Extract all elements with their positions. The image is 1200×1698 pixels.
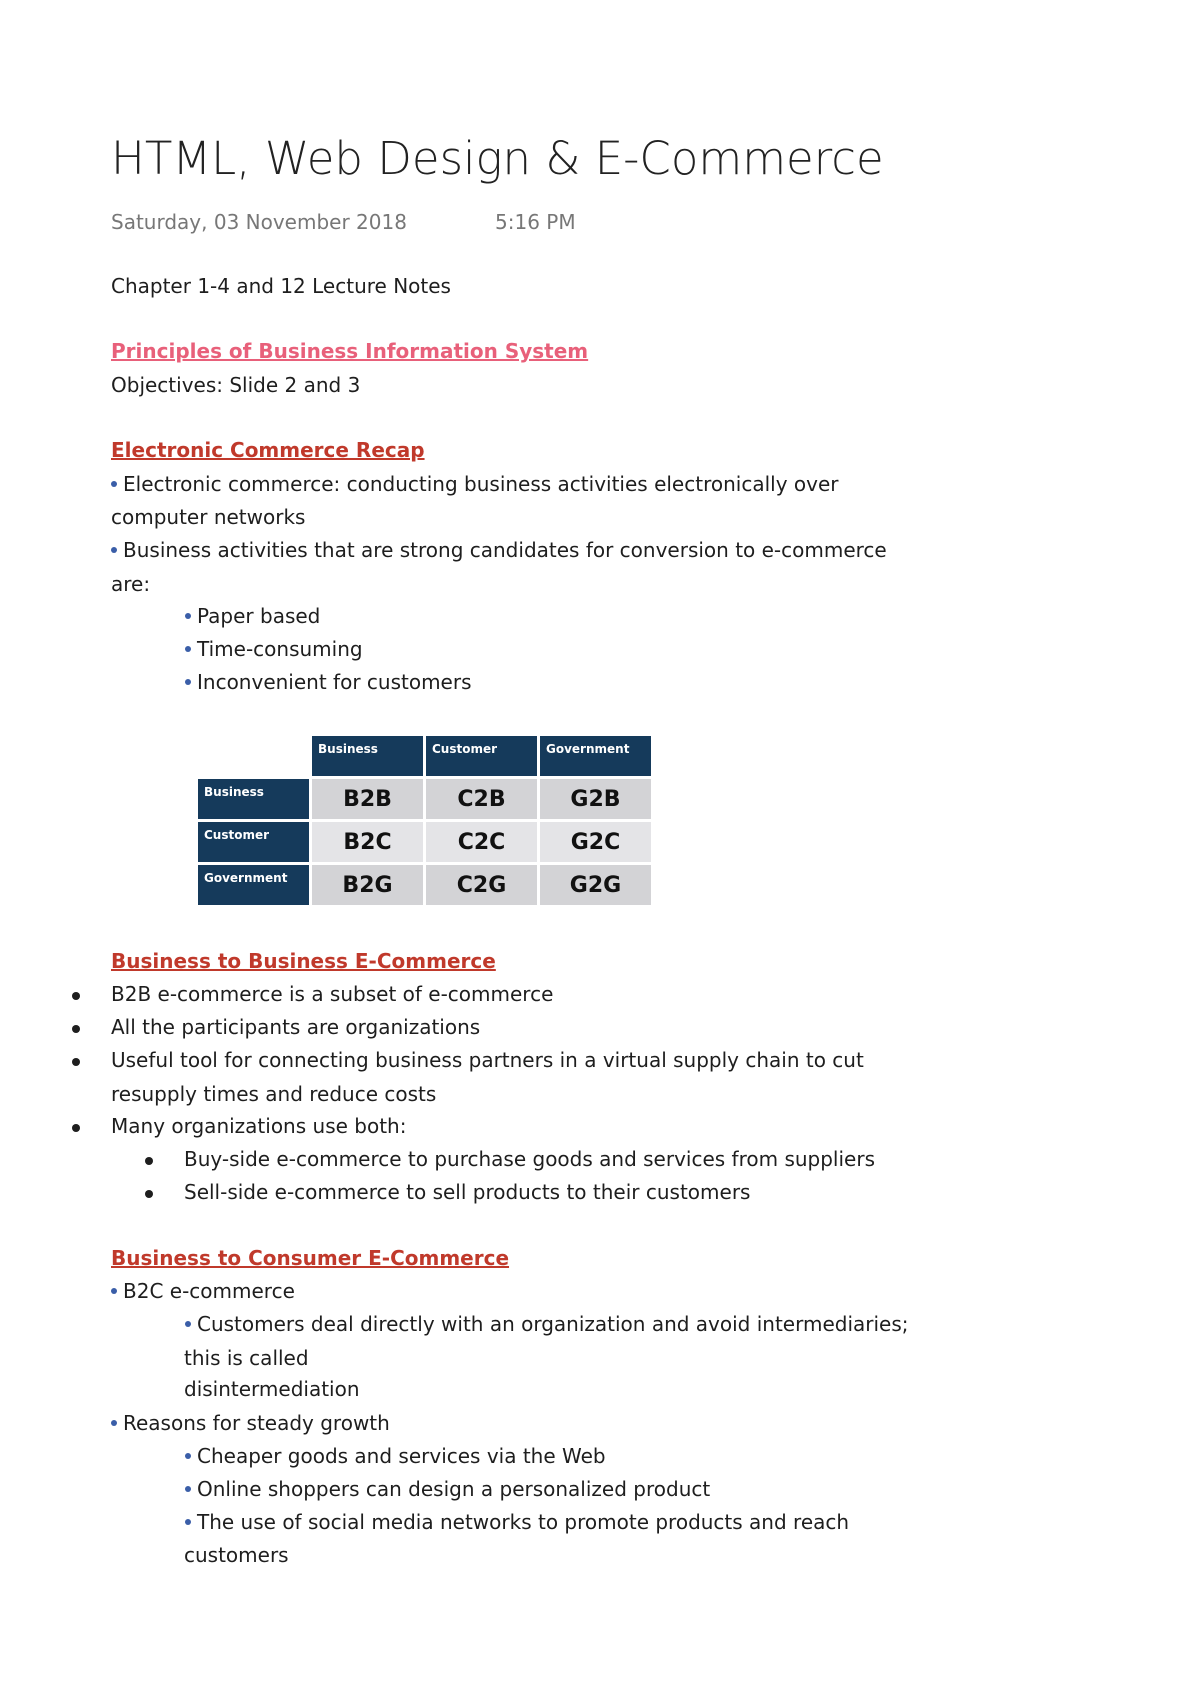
bullet-dot bbox=[111, 547, 117, 553]
recap-sub-item bbox=[185, 604, 320, 628]
matrix-cell: C2G bbox=[426, 865, 537, 905]
bullet-dot bbox=[185, 1519, 191, 1525]
bullet-dot bbox=[185, 679, 191, 685]
recap-bullet-1 bbox=[111, 472, 839, 496]
b2c-sub-2 bbox=[185, 1444, 606, 1468]
heading-b2c: Business to Consumer E-Commerce bbox=[111, 1246, 510, 1270]
b2c-sub-3-text: Online shoppers can design a personalized product bbox=[197, 1477, 711, 1501]
bullet-dot bbox=[111, 1420, 117, 1426]
b2c-sub-4-cont: customers bbox=[184, 1543, 289, 1567]
matrix-cell: B2C bbox=[312, 822, 423, 862]
matrix-col-header: Business bbox=[312, 736, 423, 776]
recap-sub-item-text: Time-consuming bbox=[197, 637, 363, 661]
b2c-bullet-1 bbox=[111, 1279, 295, 1303]
bullet-dot bbox=[72, 1124, 80, 1132]
matrix-cell: B2G bbox=[312, 865, 423, 905]
recap-sub-item bbox=[185, 670, 472, 694]
matrix-col-header: Government bbox=[540, 736, 651, 776]
bullet-dot bbox=[185, 613, 191, 619]
page-time: 5:16 PM bbox=[495, 210, 576, 234]
bullet-dot bbox=[72, 1058, 80, 1066]
b2b-bullet-2: All the participants are organizations bbox=[111, 1015, 481, 1039]
page-title: HTML, Web Design & E-Commerce bbox=[111, 132, 884, 185]
matrix-cell: B2B bbox=[312, 779, 423, 819]
recap-bullet-2 bbox=[111, 538, 887, 562]
bullet-dot bbox=[111, 481, 117, 487]
bullet-dot bbox=[185, 646, 191, 652]
b2b-bullet-4: Many organizations use both: bbox=[111, 1114, 407, 1138]
b2c-sub-1-cont: this is called bbox=[184, 1346, 309, 1370]
bullet-dot bbox=[145, 1190, 153, 1198]
b2c-bullet-1-text: B2C e-commerce bbox=[123, 1279, 295, 1303]
bullet-dot bbox=[185, 1453, 191, 1459]
b2c-sub-4 bbox=[185, 1510, 849, 1534]
matrix-cell: G2G bbox=[540, 865, 651, 905]
matrix-row-header: Government bbox=[198, 865, 309, 905]
bullet-dot bbox=[185, 1486, 191, 1492]
subtitle: Chapter 1-4 and 12 Lecture Notes bbox=[111, 274, 451, 298]
bullet-dot bbox=[185, 1321, 191, 1327]
b2c-bullet-2 bbox=[111, 1411, 390, 1435]
matrix-cell: G2C bbox=[540, 822, 651, 862]
recap-sub-item-text: Paper based bbox=[197, 604, 321, 628]
matrix-row-header: Business bbox=[198, 779, 309, 819]
heading-principles: Principles of Business Information System bbox=[111, 339, 589, 363]
recap-sub-item-text: Inconvenient for customers bbox=[197, 670, 472, 694]
b2b-bullet-1: B2B e-commerce is a subset of e-commerce bbox=[111, 982, 554, 1006]
b2c-sub-1 bbox=[185, 1312, 909, 1336]
recap-bullet-2-text: Business activities that are strong candidates for conversion to e-commerce bbox=[123, 538, 887, 562]
b2c-sub-3 bbox=[185, 1477, 710, 1501]
bullet-dot bbox=[72, 1025, 80, 1033]
matrix-col-header: Customer bbox=[426, 736, 537, 776]
ecommerce-matrix bbox=[195, 733, 654, 908]
b2c-sub-4-text: The use of social media networks to promote products and reach bbox=[197, 1510, 850, 1534]
objectives-text: Objectives: Slide 2 and 3 bbox=[111, 373, 361, 397]
b2c-sub-1-text: Customers deal directly with an organization and avoid intermediaries; bbox=[197, 1312, 909, 1336]
heading-b2b: Business to Business E-Commerce bbox=[111, 949, 496, 973]
page-date: Saturday, 03 November 2018 bbox=[111, 210, 407, 234]
b2b-bullet-3-cont: resupply times and reduce costs bbox=[111, 1082, 437, 1106]
recap-sub-item bbox=[185, 637, 363, 661]
matrix-row-header: Customer bbox=[198, 822, 309, 862]
heading-recap: Electronic Commerce Recap bbox=[111, 438, 425, 462]
b2c-bullet-2-text: Reasons for steady growth bbox=[123, 1411, 390, 1435]
b2b-sub-2: Sell-side e-commerce to sell products to their customers bbox=[184, 1180, 751, 1204]
matrix-corner bbox=[198, 736, 309, 776]
recap-bullet-2-cont: are: bbox=[111, 572, 151, 596]
b2b-sub-1: Buy-side e-commerce to purchase goods and services from suppliers bbox=[184, 1147, 875, 1171]
b2b-bullet-3: Useful tool for connecting business partners in a virtual supply chain to cut bbox=[111, 1048, 864, 1072]
bullet-dot bbox=[72, 992, 80, 1000]
matrix-cell: G2B bbox=[540, 779, 651, 819]
bullet-dot bbox=[145, 1157, 153, 1165]
recap-bullet-1-cont: computer networks bbox=[111, 505, 306, 529]
bullet-dot bbox=[111, 1288, 117, 1294]
b2c-sub-2-text: Cheaper goods and services via the Web bbox=[197, 1444, 606, 1468]
matrix-cell: C2B bbox=[426, 779, 537, 819]
b2c-sub-1-cont2: disintermediation bbox=[184, 1377, 360, 1401]
recap-bullet-1-text: Electronic commerce: conducting business activities electronically over bbox=[123, 472, 839, 496]
matrix-cell: C2C bbox=[426, 822, 537, 862]
